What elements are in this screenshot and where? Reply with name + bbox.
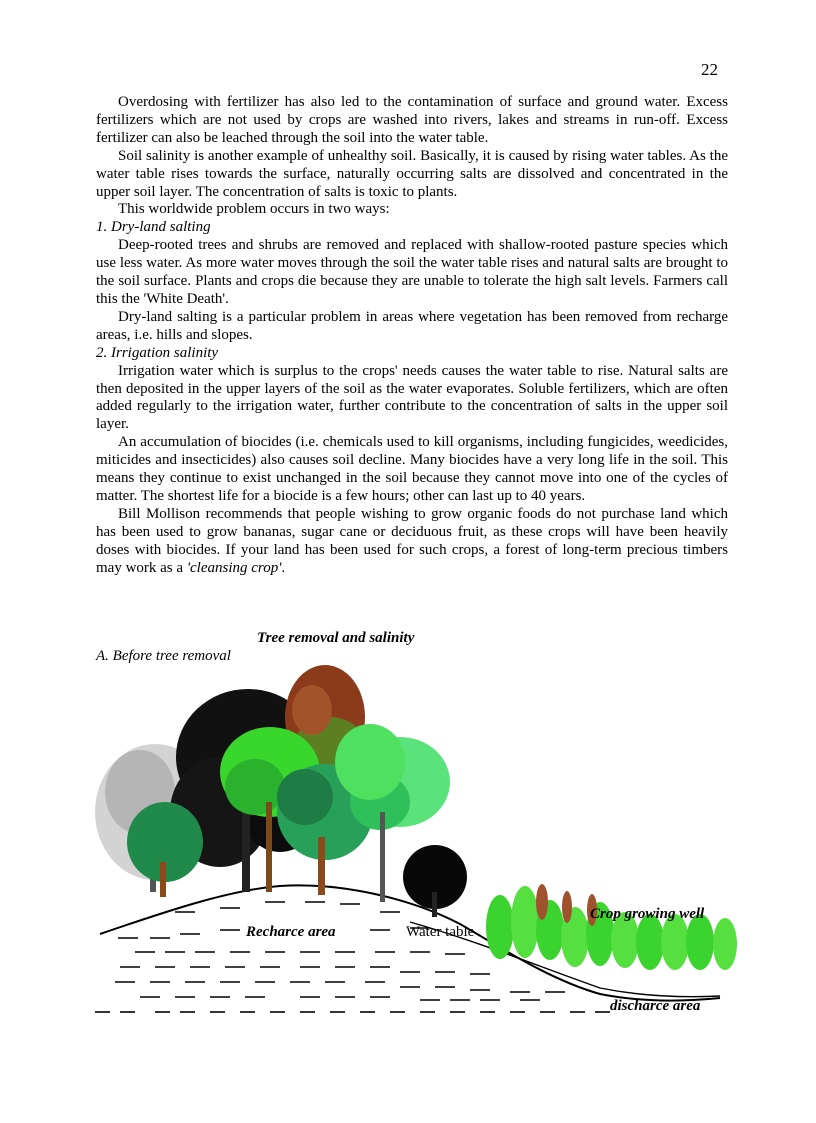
section-heading-dryland: 1. Dry-land salting: [96, 219, 211, 236]
crops: [486, 884, 737, 970]
recharge-area-label: Recharce area: [246, 924, 336, 940]
dark-green-tree-left: [127, 802, 203, 897]
page-number: 22: [701, 60, 718, 79]
mollison-end: .: [281, 559, 286, 576]
salinity-illustration-svg: [80, 662, 740, 1032]
water-table-label: Water table: [406, 924, 475, 940]
cleansing-crop-term: 'cleansing crop': [186, 559, 282, 576]
body-text: [96, 94, 728, 577]
crop-growing-label: Crop growing well: [590, 906, 705, 922]
discharge-area-label: discharce area: [610, 998, 701, 1014]
paragraph: Deep-rooted trees and shrubs are removed and replaced with shallow-rooted pasture species which use less water. As more water moves through the soil the water table rises and natural salts are brought to the soil surface. Plants and crops die because they are unable to tolerate the high salt levels. Farmers call this the 'White Death'.: [96, 237, 728, 307]
paragraph: Overdosing with fertilizer has also led to the contamination of surface and ground water. Excess fertilizers which are not used by crops are washed into rivers, lakes and streams in run-off. Excess fertilizer can also be leached through the soil into the water table.: [96, 94, 728, 146]
section-heading-irrigation: 2. Irrigation salinity: [96, 344, 219, 361]
paragraph: Soil salinity is another example of unhealthy soil. Basically, it is caused by rising water tables. As the water table rises towards the surface, naturally occurring salts are dissolved and concentrated in the upper soil layer. The concentration of salts is toxic to plants.: [96, 147, 728, 200]
paragraph: This worldwide problem occurs in two ways:: [118, 201, 390, 218]
salinity-illustration: [80, 662, 740, 1032]
paragraph: An accumulation of biocides (i.e. chemicals used to kill organisms, including fungicides, weedicides, miticides and insecticides) also causes soil decline. Many biocides have a very long life in the soil. This means they continue to exist unchanged in the soil because they cannot move into one of the cycles of matter. The shortest life for a biocide is a few hours; other can last up to 40 years.: [96, 434, 728, 504]
mollison-text: Bill Mollison recommends that people wishing to grow organic foods do not purchase land which has been used to grow bananas, sugar cane or deciduous fruit, as these crops will have been heavily doses with biocides. If your land has been used for such crops, a forest of long-term precious timbers may work as a: [96, 505, 728, 576]
paragraph: Dry-land salting is a particular problem in areas where vegetation has been removed from recharge areas, i.e. hills and slopes.: [96, 308, 728, 343]
figure-subtitle: A. Before tree removal: [96, 648, 231, 664]
green-tree-far: [335, 724, 405, 800]
paragraph-mollison: [96, 506, 728, 578]
figure-title: Tree removal and salinity: [257, 630, 415, 646]
black-tree-small: [403, 845, 467, 917]
paragraph: Irrigation water which is surplus to the crops' needs causes the water table to rise. Natural salts are then deposited in the upper layers of the soil as the water evaporates. Soluble fertilizers, which are often added regularly to the irrigation water, further contribute to the concentration of salts in the upper soil layer.: [96, 362, 728, 433]
